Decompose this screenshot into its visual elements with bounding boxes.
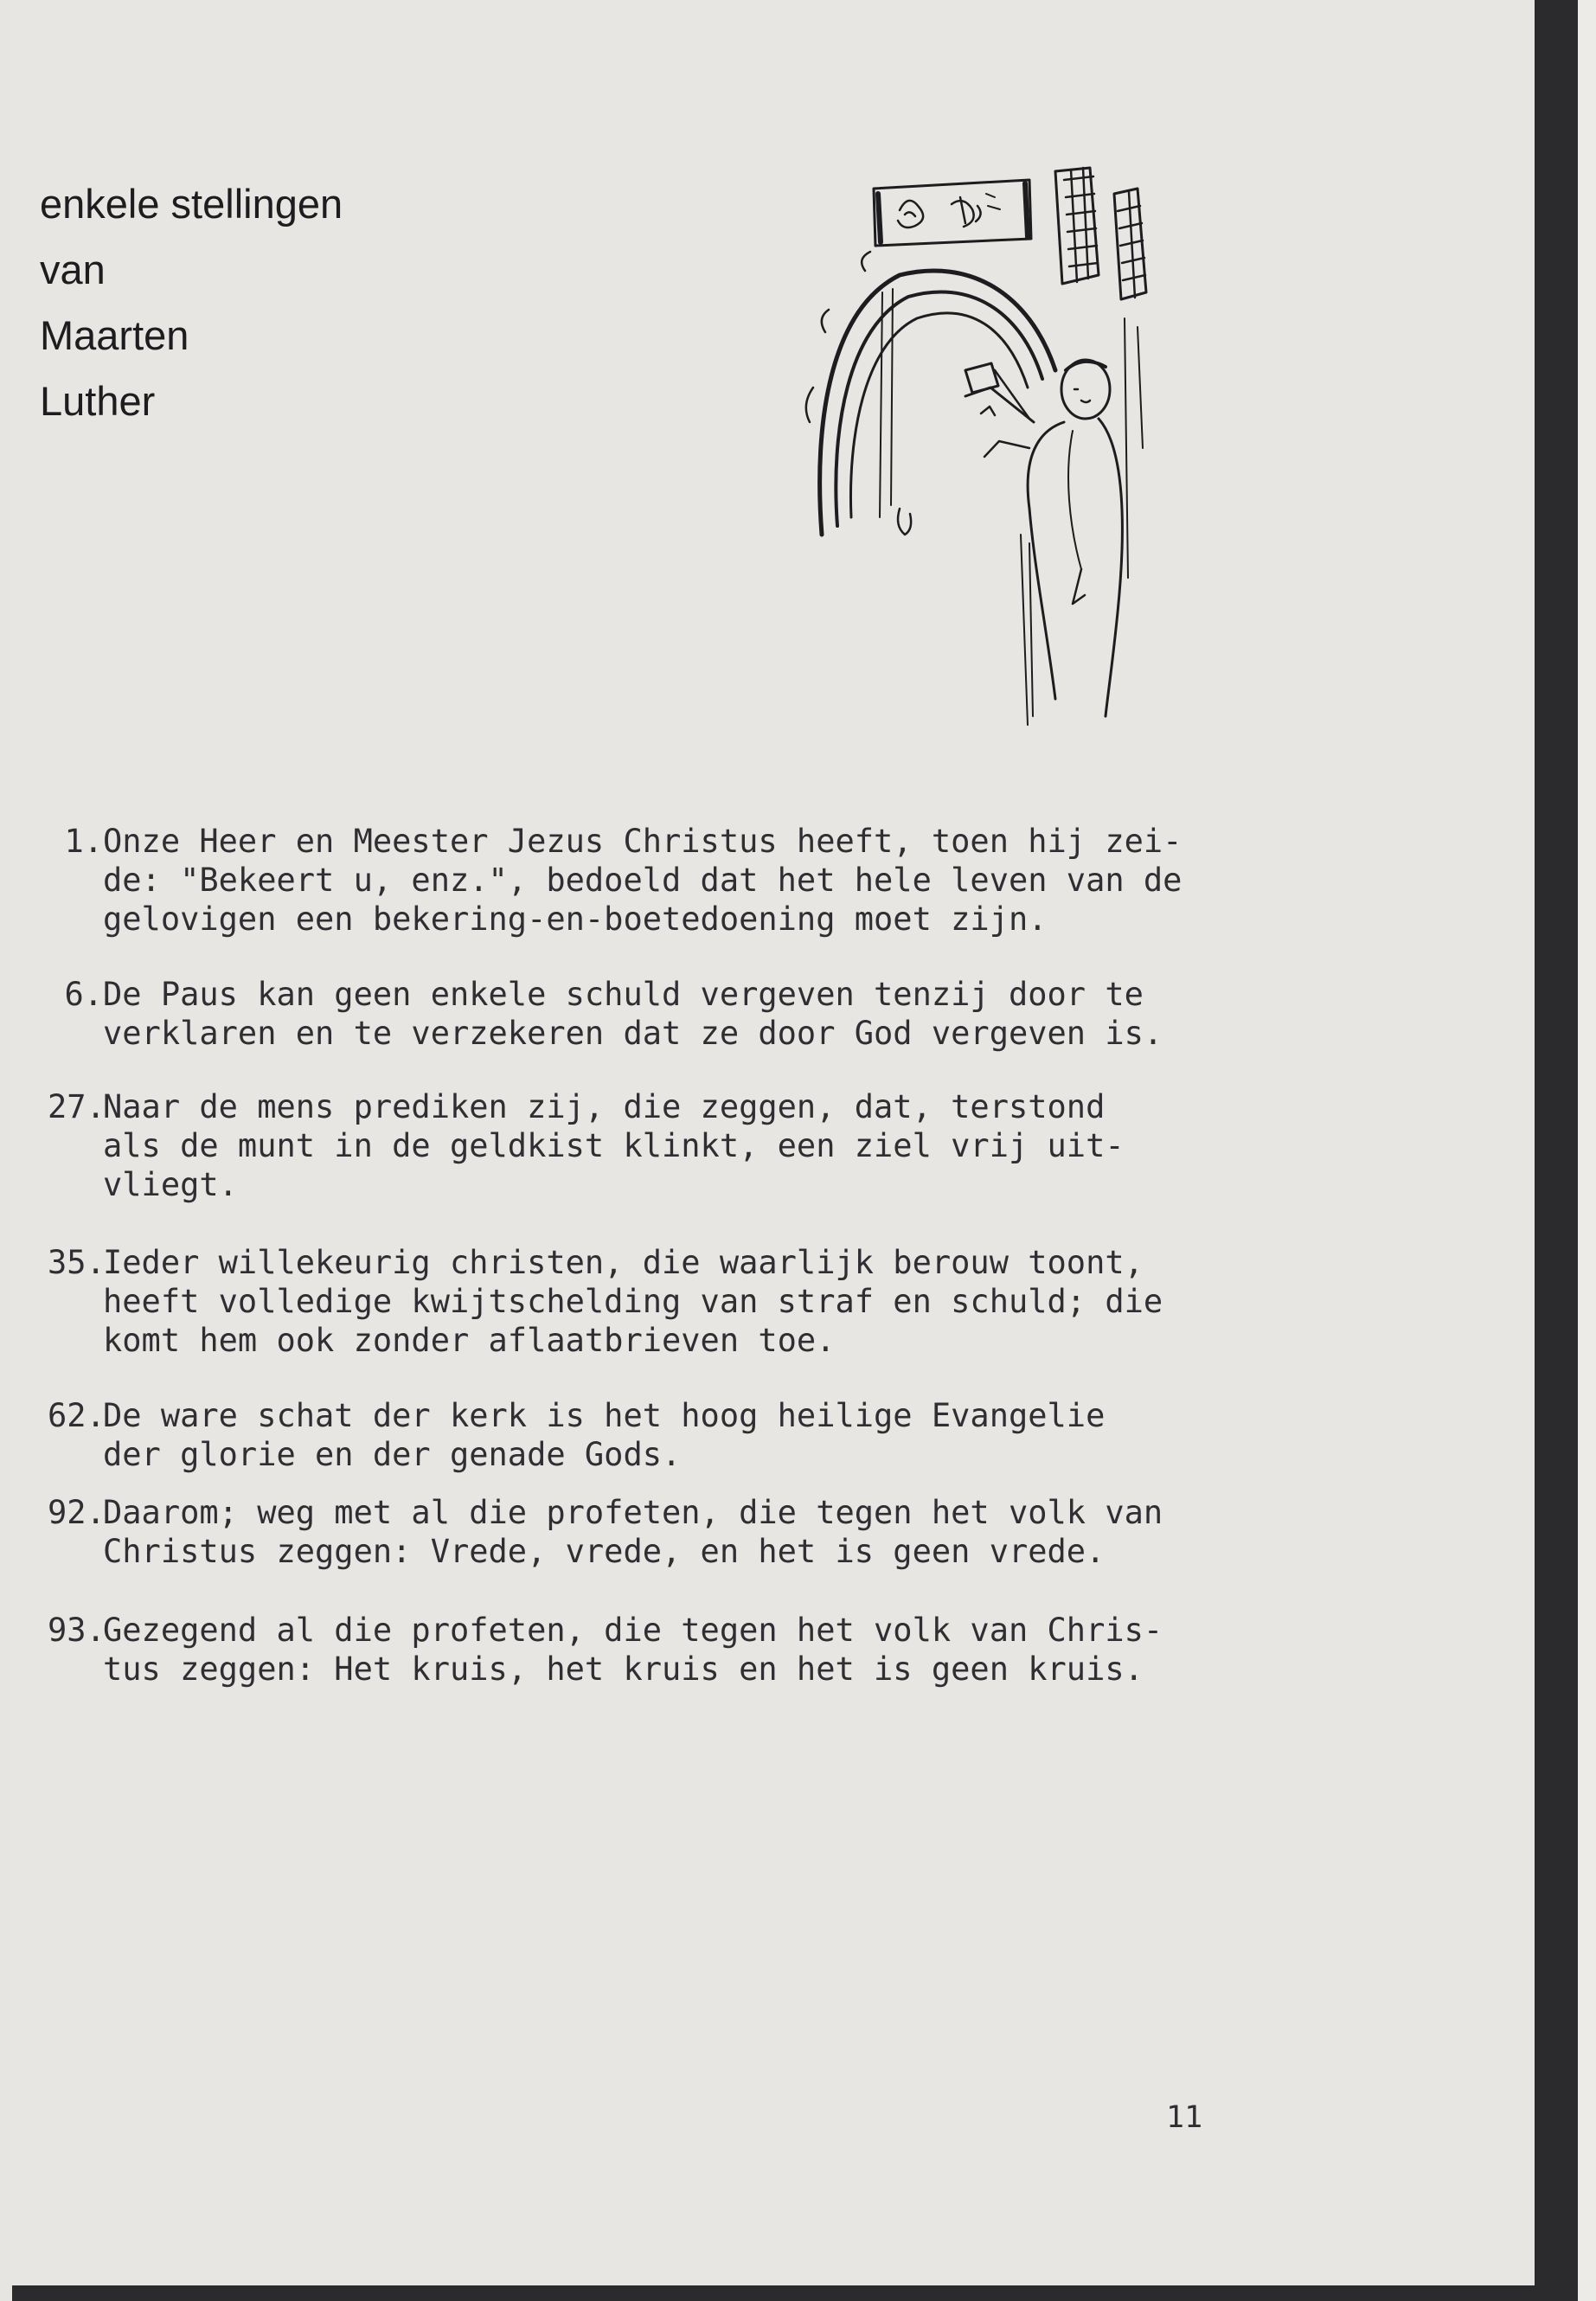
thesis-item (48, 1611, 1259, 1689)
heading-line: enkele stellingen (40, 181, 343, 227)
thesis-number: 62. (48, 1397, 106, 1434)
thesis-text: Daarom; weg met al die profeten, die tegen het volk van Christus zeggen: Vrede, vrede, en het is geen vrede. (103, 1494, 1163, 1570)
book-spine (1535, 0, 1578, 2301)
thesis-item (48, 975, 1259, 1053)
thesis-number: 93. (48, 1612, 106, 1649)
thesis-text: De ware schat der kerk is het hoog heilige Evangelie der glorie en der genade Gods. (103, 1397, 1106, 1473)
luther-nailing-theses-illustration (796, 163, 1194, 742)
thesis-item (48, 1396, 1259, 1474)
thesis-text: Gezegend al die profeten, die tegen het volk van Chris- tus zeggen: Het kruis, het kruis en het is geen kruis. (103, 1612, 1163, 1688)
thesis-text: Ieder willekeurig christen, die waarlijk berouw toont, heeft volledige kwijtschelding van straf en schuld; die komt hem ook zonder aflaatbrieven toe. (103, 1244, 1163, 1359)
scan-margin (1578, 0, 1596, 2301)
thesis-text: Naar de mens prediken zij, die zeggen, dat, terstond als de munt in de geldkist klinkt, een ziel vrij uit- vliegt. (103, 1088, 1125, 1203)
heading-line: Maarten (40, 312, 189, 358)
thesis-number: 6. (64, 976, 103, 1013)
heading-line: Luther (40, 378, 156, 424)
thesis-text: De Paus kan geen enkele schuld vergeven tenzij door te verklaren en te verzekeren dat ze door God vergeven is. (103, 976, 1163, 1052)
thesis-item (48, 1087, 1259, 1204)
thesis-item (48, 822, 1259, 939)
thesis-text: Onze Heer en Meester Jezus Christus heeft, toen hij zei- de: "Bekeert u, enz.", bedoeld dat het hele leven van de gelovigen een bekering-en-boetedoening moet zijn. (103, 823, 1183, 938)
page-number: 11 (1166, 2100, 1203, 2135)
thesis-number: 92. (48, 1494, 106, 1531)
scan-bottom-edge (12, 2285, 1535, 2301)
theses-list (48, 822, 1259, 1689)
thesis-item (48, 1243, 1259, 1360)
thesis-number: 27. (48, 1088, 106, 1125)
thesis-number: 1. (64, 823, 103, 860)
thesis-number: 35. (48, 1244, 106, 1281)
heading-line: van (40, 247, 106, 292)
page-heading (40, 171, 343, 434)
thesis-item (48, 1493, 1259, 1571)
